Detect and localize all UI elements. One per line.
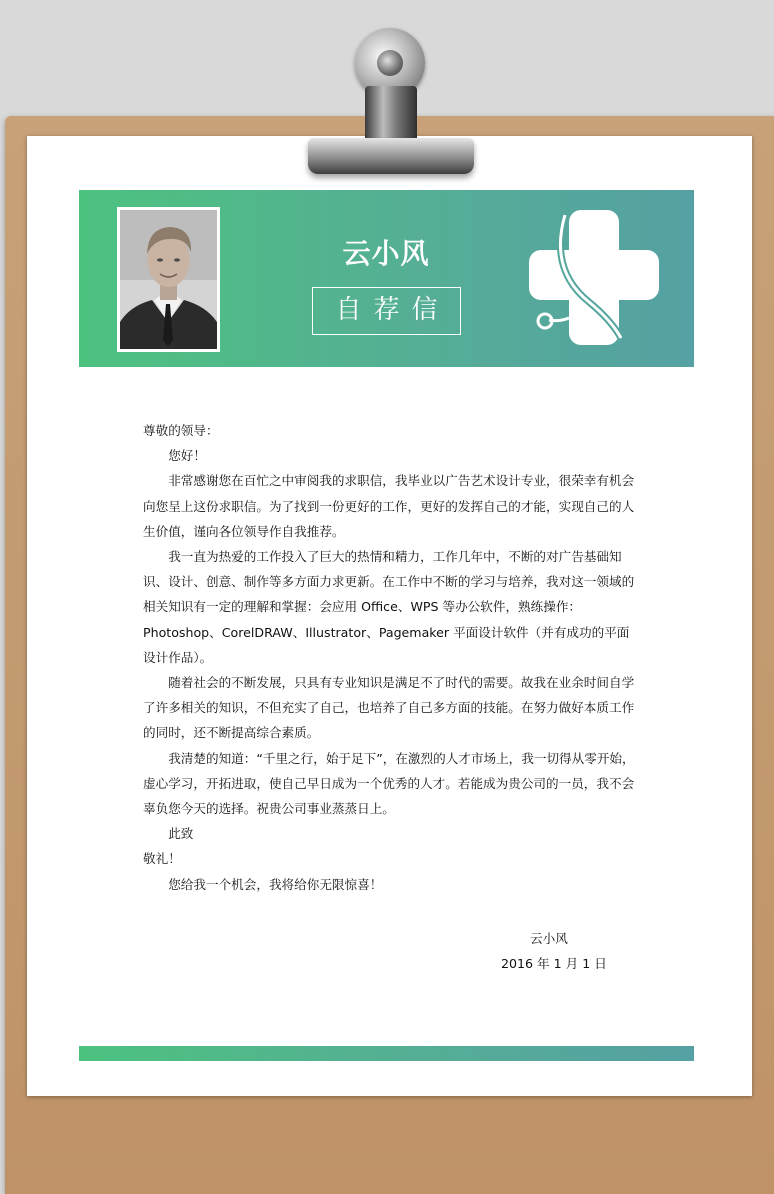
closing-line-2: 敬礼！ (143, 851, 181, 867)
header-banner (79, 190, 694, 367)
paragraph-4: 我清楚的知道：“千里之行，始于足下”，在激烈的人才市场上，我一切得从零开始，虚心学习，开拓进取，使自己早日成为一个优秀的人才。若能成为贵公司的一员，我不会辜负您今天的选择。祝贵公司事业蒸蒸日上。 (143, 750, 635, 817)
binder-clip-icon (300, 28, 480, 178)
medical-cross-stethoscope-icon (529, 210, 659, 345)
signature-name: 云小风 (530, 931, 568, 946)
paragraph-2: 我一直为热爱的工作投入了巨大的热情和精力，工作几年中，不断的对广告基础知识、设计、创意、制作等多方面力求更新。在工作中不断的学习与培养，我对这一领域的相关知识有一定的理解和掌握：会应用 Office、WPS 等办公软件，熟练操作：Photoshop、CorelDRAW、Illustrator、Pagemaker 平面设计软件（并有成功的平面设计作品）。 (143, 549, 635, 665)
person-portrait-icon (120, 210, 217, 349)
signature-date: 2016 年 1 月 1 日 (501, 956, 607, 971)
footer-accent-bar (79, 1046, 694, 1061)
profile-photo (117, 207, 220, 352)
paragraph-1: 非常感谢您在百忙之中审阅我的求职信，我毕业以广告艺术设计专业，很荣幸有机会向您呈上这份求职信。为了找到一份更好的工作，更好的发挥自己的才能，实现自己的人生价值，谨向各位领导作自我推荐。 (143, 473, 635, 539)
paragraph-3: 随着社会的不断发展，只具有专业知识是满足不了时代的需要。故我在业余时间自学了许多相关的知识，不但充实了自己，也培养了自己多方面的技能。在努力做好本质工作的同时，还不断提高综合素质。 (143, 675, 635, 741)
greeting: 您好！ (168, 448, 206, 464)
closing-line-1: 此致 (168, 826, 194, 842)
salutation: 尊敬的领导： (143, 423, 219, 438)
letter-body (143, 418, 638, 897)
applicant-name: 云小风 (342, 237, 430, 270)
document-title: 自荐信 (312, 287, 461, 335)
postscript: 您给我一个机会，我将给你无限惊喜！ (168, 876, 383, 892)
